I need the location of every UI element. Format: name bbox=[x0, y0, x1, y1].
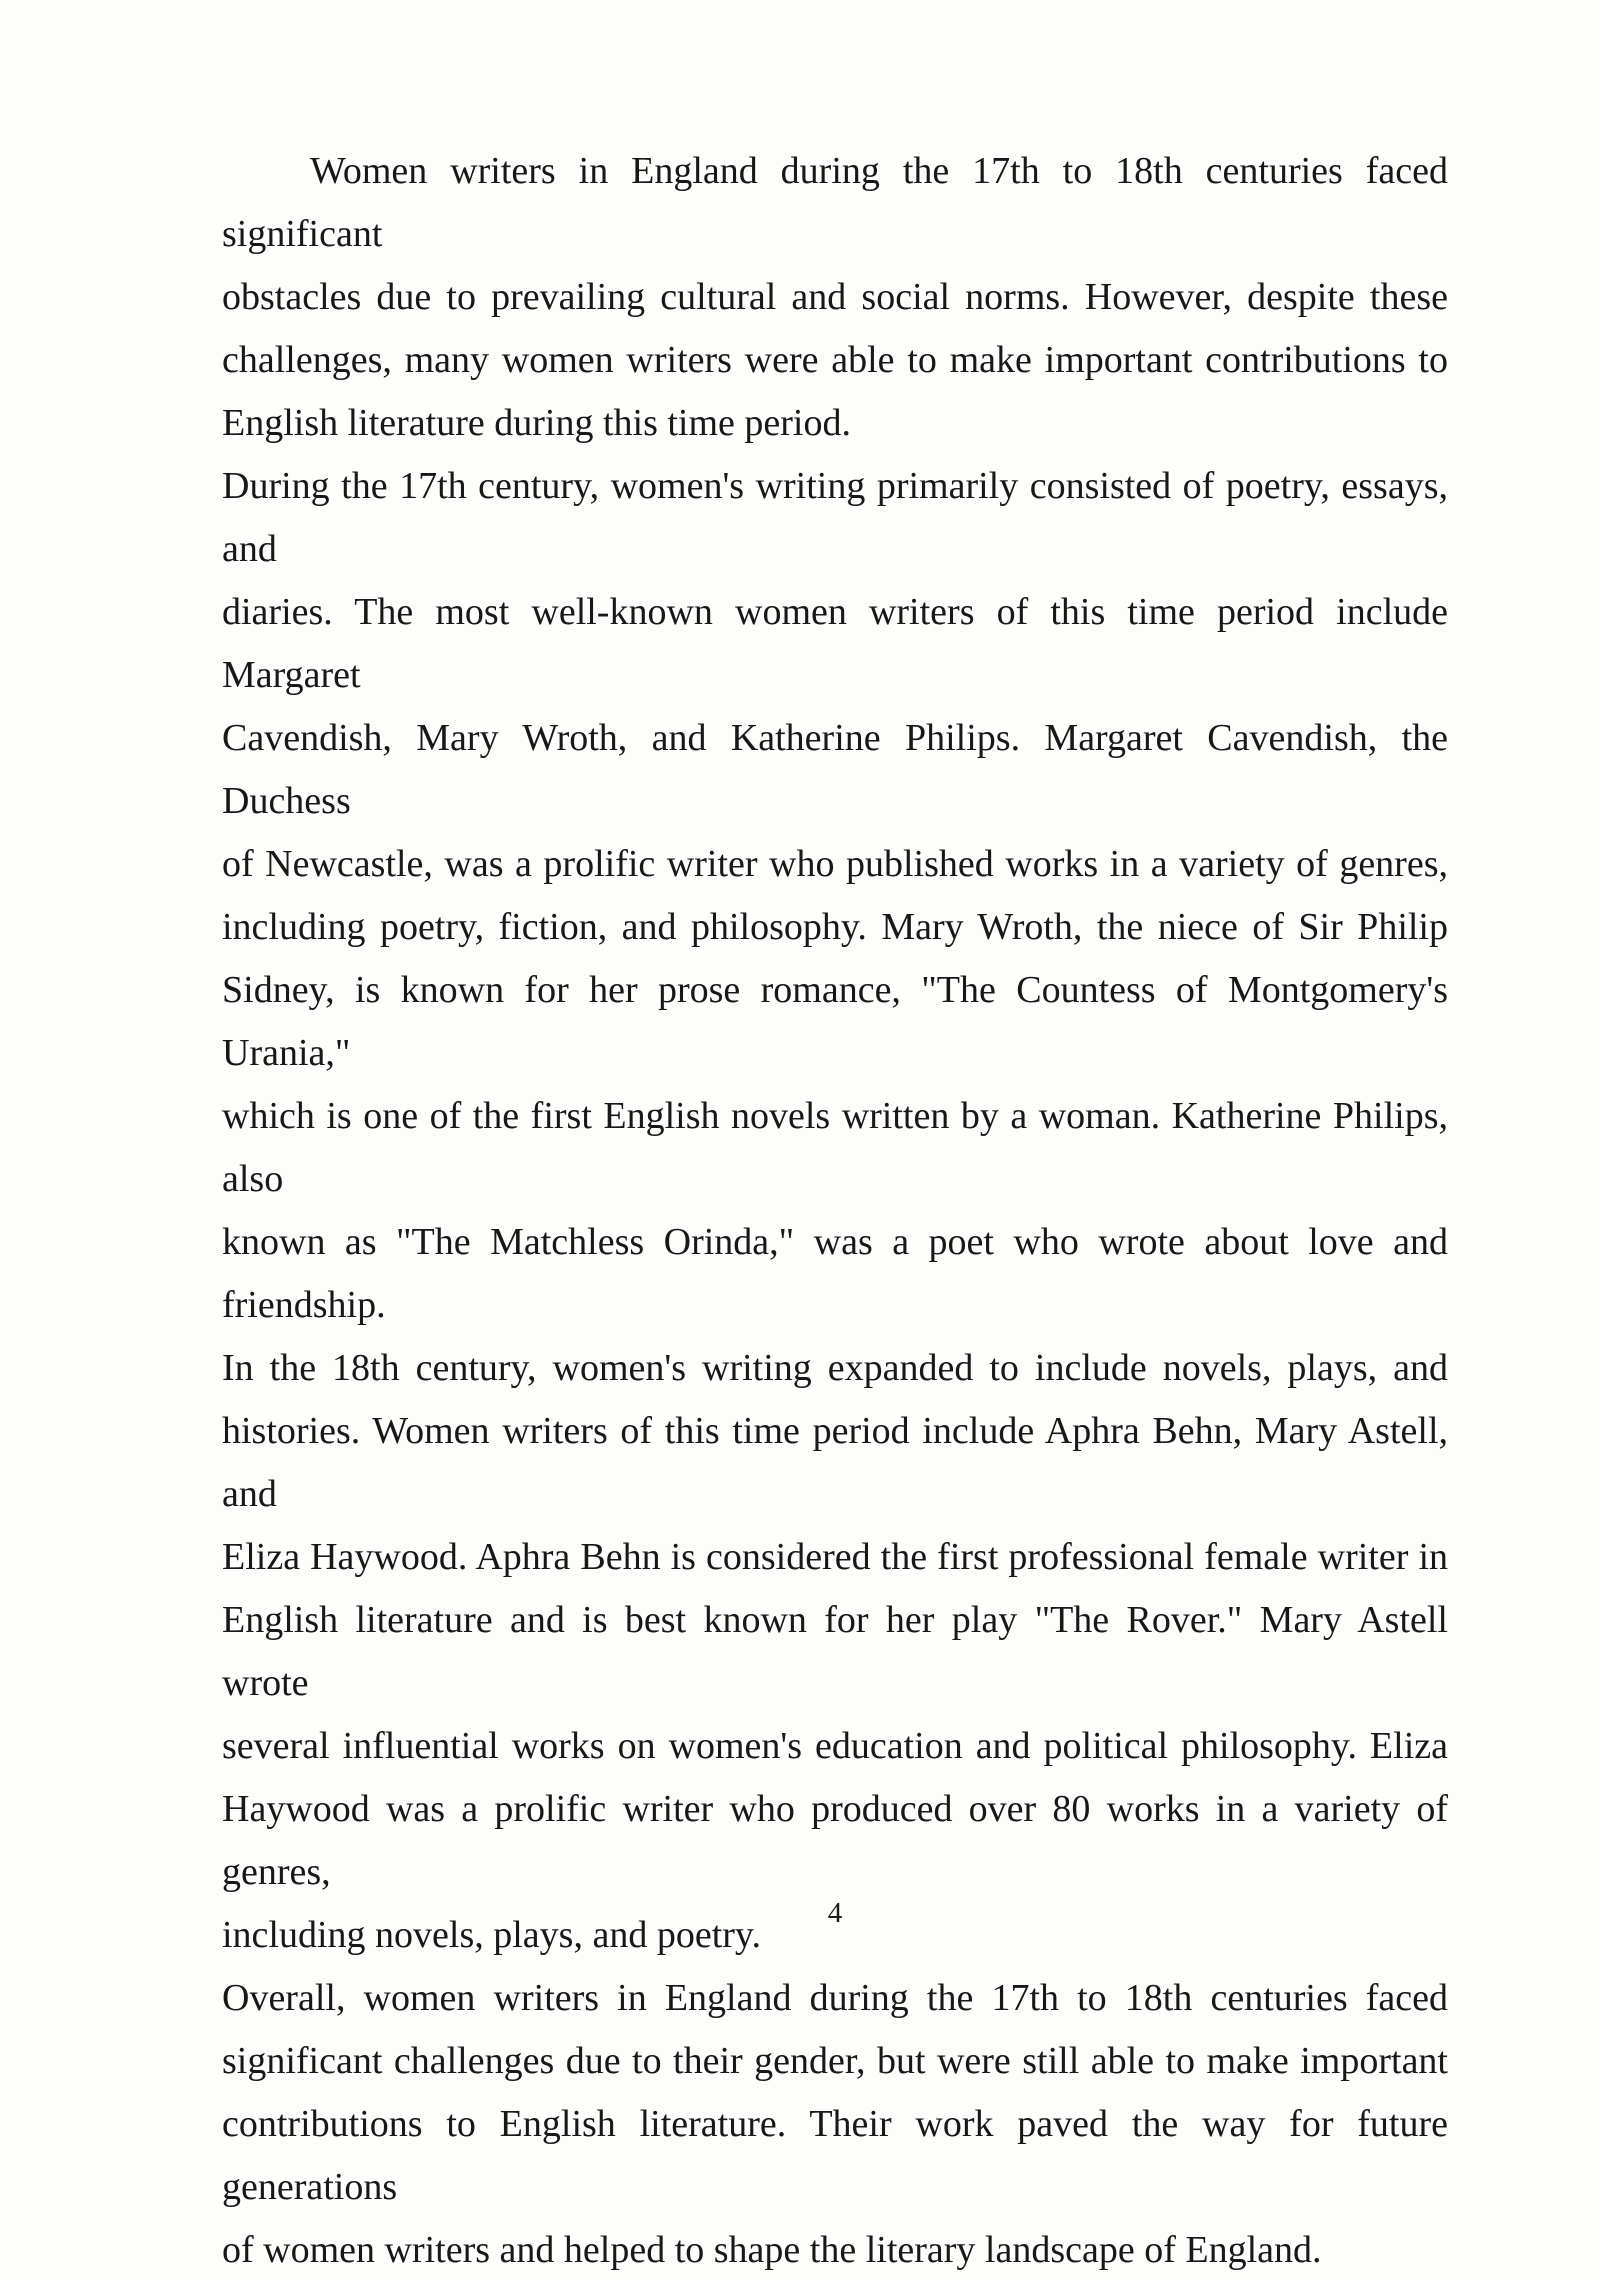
text-line: of Newcastle, was a prolific writer who published works in a variety of genres, bbox=[222, 843, 1448, 885]
text-line: significant challenges due to their gender, but were still able to make important bbox=[222, 2040, 1448, 2082]
text-line: including poetry, fiction, and philosophy. Mary Wroth, the niece of Sir Philip bbox=[222, 906, 1448, 948]
text-line: histories. Women writers of this time period include Aphra Behn, Mary Astell, and bbox=[222, 1410, 1448, 1515]
text-line: Eliza Haywood. Aphra Behn is considered the first professional female writer in bbox=[222, 1536, 1448, 1578]
text-line: contributions to English literature. Their work paved the way for future generations bbox=[222, 2103, 1448, 2208]
text-line: Cavendish, Mary Wroth, and Katherine Philips. Margaret Cavendish, the Duchess bbox=[222, 717, 1448, 822]
text-line: English literature and is best known for her play "The Rover." Mary Astell wrote bbox=[222, 1599, 1448, 1704]
paragraph-conclusion bbox=[222, 1967, 1448, 2282]
text-line: Haywood was a prolific writer who produced over 80 works in a variety of genres, bbox=[222, 1788, 1448, 1893]
text-line: challenges, many women writers were able to make important contributions to bbox=[222, 339, 1448, 381]
text-line: diaries. The most well-known women writers of this time period include Margaret bbox=[222, 591, 1448, 696]
text-line: Overall, women writers in England during the 17th to 18th centuries faced bbox=[222, 1977, 1448, 2019]
page-number: 4 bbox=[827, 1897, 843, 1929]
text-line: which is one of the first English novels written by a woman. Katherine Philips, also bbox=[222, 1095, 1448, 1200]
text-line: During the 17th century, women's writing primarily consisted of poetry, essays, and bbox=[222, 465, 1448, 570]
text-line: In the 18th century, women's writing expanded to include novels, plays, and bbox=[222, 1347, 1448, 1389]
text-line: including novels, plays, and poetry. bbox=[222, 1914, 761, 1956]
text-block bbox=[222, 140, 1448, 2282]
text-line: Sidney, is known for her prose romance, "The Countess of Montgomery's Urania," bbox=[222, 969, 1448, 1074]
paragraph-18th-century bbox=[222, 1337, 1448, 1967]
text-line: Women writers in England during the 17th to 18th centuries faced significant bbox=[222, 150, 1448, 255]
text-line: of women writers and helped to shape the literary landscape of England. bbox=[222, 2229, 1322, 2271]
text-line: several influential works on women's education and political philosophy. Eliza bbox=[222, 1725, 1448, 1767]
paragraph-intro bbox=[222, 140, 1448, 455]
paragraph-17th-century bbox=[222, 455, 1448, 1337]
text-line: friendship. bbox=[222, 1284, 386, 1326]
text-line: known as "The Matchless Orinda," was a poet who wrote about love and bbox=[222, 1221, 1448, 1263]
text-line: English literature during this time period. bbox=[222, 402, 851, 444]
text-line: obstacles due to prevailing cultural and social norms. However, despite these bbox=[222, 276, 1448, 318]
